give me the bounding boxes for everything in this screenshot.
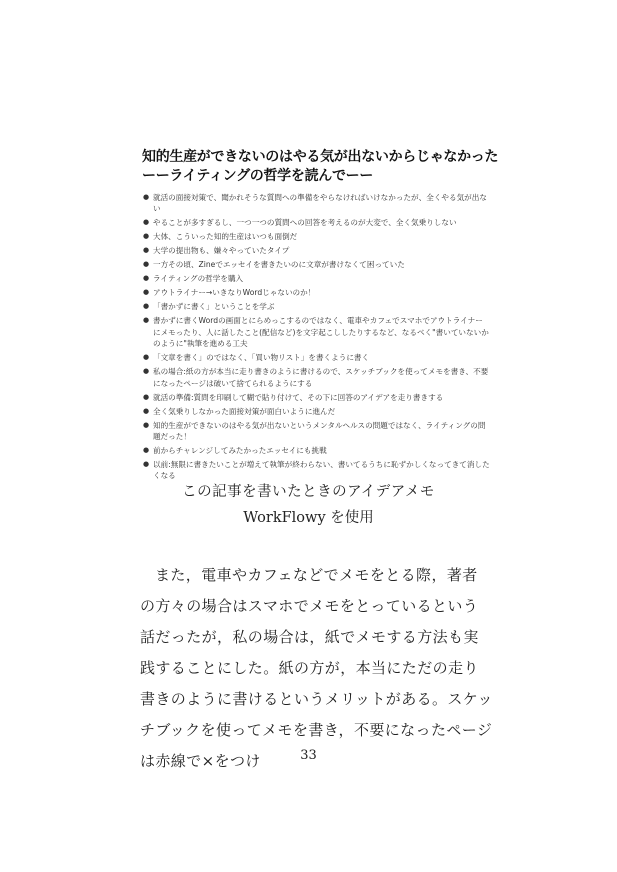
outline-bullet-item [140,217,490,228]
bullet-text: 以前:無限に書きたいことが増えて執筆が終わらない、書いてるうちに恥ずかしくなってきて消したくなる [153,460,490,481]
idea-memo-screenshot [140,148,499,481]
bullet-dot-icon: ● [143,353,150,362]
bullet-text: 大体、こういった知的生産はいつも面倒だ [153,232,298,242]
outline-bullet-item [140,192,490,215]
body-text [140,560,493,777]
outline-bullet-item [140,459,490,482]
bullet-dot-icon: ● [143,367,150,376]
outline-bullet-item [140,445,490,456]
figure-title-line-1: 知的生産ができないのはやる気が出ないからじゃなかった [142,149,499,165]
bullet-dot-icon: ● [143,302,150,311]
bullet-text: 就活の準備:質問を印刷して糊で貼り付けて、その下に回答のアイデアを走り書きする [153,392,444,402]
outline-bullet-item [140,366,490,389]
bullet-text: 大学の提出物も、嫌々やっていたタイプ [153,246,290,256]
bullet-dot-icon: ● [143,218,150,227]
figure-caption-line-1: この記事を書いたときのアイデアメモ [182,484,435,500]
body-paragraph: また，電車やカフェなどでメモをとる際，著者の方々の場合はスマホでメモをとっているという話だったが，私の場合は，紙でメモする方法も実践することにした。紙の方が，本当にただの走り書きのように書けるというメリットがある。スケッチブックを使ってメモを書き，不要になったページは赤線で×をつけ [140,566,493,770]
outline-bullet-item [140,406,490,417]
bullet-text: 知的生産ができないのはやる気が出ないというメンタルヘルスの問題ではなく、ライティングの問題だった！ [153,420,486,442]
outline-bullet-item [140,315,490,349]
bullet-text: 全く気乗りしなかった面接対策が面白いように進んだ [153,406,336,416]
outline-bullet-item [140,287,490,298]
outline-bullet-item [140,259,490,270]
bullet-dot-icon: ● [143,420,150,429]
bullet-text: 「文章を書く」のではなく、「買い物リスト」を書くように書く [153,353,370,363]
bullet-dot-icon: ● [143,316,150,325]
outline-bullet-item [140,231,490,242]
bullet-dot-icon: ● [143,288,150,297]
outline-bullet-item [140,273,490,284]
outline-bullet-item [140,352,490,363]
bullet-text: 私の場合:紙の方が本当に走り書きのように書けるので、スケッチブックを使ってメモを書き、不要になったページは破いて捨てられるようにする [153,367,489,388]
bullet-text: 「書かずに書く」ということを学ぶ [153,302,275,312]
figure-title-line-2: ーーライティングの哲学を読んでーー [142,168,374,184]
page-number: 33 [300,748,317,763]
bullet-dot-icon: ● [143,406,150,415]
bullet-dot-icon: ● [143,274,150,283]
bullet-text: やることが多すぎるし、一つ一つの質問への回答を考えるのが大変で、全く気乗りしない [153,218,457,228]
bullet-dot-icon: ● [143,392,150,401]
outline-bullet-item [140,301,490,312]
outline-bullet-item [140,392,490,403]
bullet-text: 一方その頃、Zineでエッセイを書きたいのに文章が書けなくて困っていた [153,260,405,270]
bullet-dot-icon: ● [143,193,150,201]
bullet-dot-icon: ● [143,260,150,269]
bullet-text: 前からチャレンジしてみたかったエッセイにも挑戦 [153,446,327,456]
bullet-text: アウトライナー→いきなりWordじゃないのか！ [153,288,316,298]
bullet-text: 就活の面接対策で、聞かれそうな質問への準備をやらなければいけなかったが、全くやる気が出ない [153,193,487,214]
bullet-dot-icon: ● [143,460,150,469]
bullet-dot-icon: ● [143,232,150,241]
outline-bullet-item [140,420,490,443]
bullet-text: 書かずに書くWordの画面とにらめっこするのではなく、電車やカフェでスマホでアウトライナーにメモったり、人に話したこと(配信など)を文字起こししたりするなど、なるべく"書いていないかのように"執筆を進める工夫 [153,316,489,349]
bullet-dot-icon: ● [143,446,150,455]
bullet-dot-icon: ● [143,246,150,255]
figure-caption-line-2: WorkFlowy を使用 [243,510,374,526]
outline-bullet-list [140,192,490,482]
bullet-text: ライティングの哲学を購入 [153,274,244,284]
outline-bullet-item [140,245,490,256]
